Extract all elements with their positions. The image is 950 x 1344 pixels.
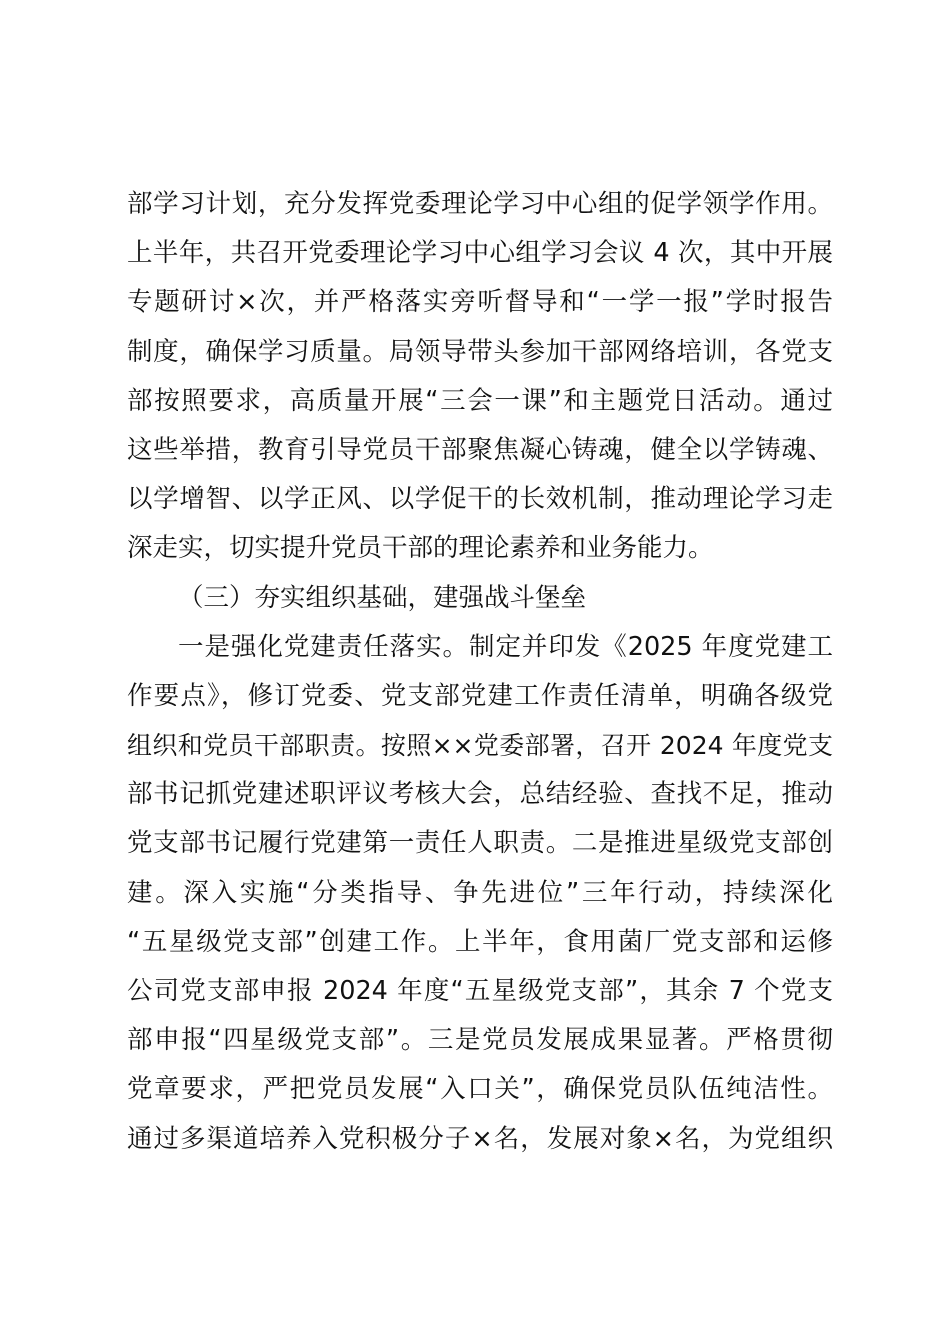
text-line-4: 制度，确保学习质量。局领导带头参加干部网络培训，各党支 (127, 336, 833, 367)
text-line-15: 建。深入实施“分类指导、争先进位”三年行动，持续深化 (127, 877, 833, 908)
text-line-6: 这些举措，教育引导党员干部聚焦凝心铸魂，健全以学铸魂、 (127, 434, 833, 465)
text-line-11: 作要点》，修订党委、党支部党建工作责任清单，明确各级党 (127, 680, 833, 711)
text-line-12: 组织和党员干部职责。按照××党委部署，召开 2024 年度党支 (127, 731, 833, 761)
text-line-1: 部学习计划，充分发挥党委理论学习中心组的促学领学作用。 (127, 189, 833, 219)
text-line-18: 部申报“四星级党支部”。三是党员发展成果显著。严格贯彻 (127, 1025, 833, 1056)
section-heading: （三）夯实组织基础，建强战斗堡垒 (178, 582, 587, 613)
body-text (127, 180, 833, 1164)
text-line-20: 通过多渠道培养入党积极分子×名，发展对象×名，为党组织 (127, 1123, 833, 1154)
text-line-5: 部按照要求，高质量开展“三会一课”和主题党日活动。通过 (127, 385, 833, 416)
text-line-13: 部书记抓党建述职评议考核大会，总结经验、查找不足，推动 (127, 779, 833, 810)
text-line-16: “五星级党支部”创建工作。上半年，食用菌厂党支部和运修 (127, 926, 833, 957)
text-line-19: 党章要求，严把党员发展“入口关”，确保党员队伍纯洁性。 (127, 1074, 833, 1105)
text-line-14: 党支部书记履行党建第一责任人职责。二是推进星级党支部创 (127, 828, 833, 859)
text-line-7: 以学增智、以学正风、以学促干的长效机制，推动理论学习走 (127, 484, 833, 515)
text-line-2: 上半年，共召开党委理论学习中心组学习会议 4 次，其中开展 (127, 238, 833, 269)
text-line-3: 专题研讨×次，并严格落实旁听督导和“一学一报”学时报告 (127, 287, 833, 318)
text-line-10: 一是强化党建责任落实。制定并印发《2025 年度党建工 (178, 631, 833, 662)
text-line-8: 深走实，切实提升党员干部的理论素养和业务能力。 (127, 533, 714, 564)
text-line-17: 公司党支部申报 2024 年度“五星级党支部”，其余 7 个党支 (127, 976, 833, 1006)
